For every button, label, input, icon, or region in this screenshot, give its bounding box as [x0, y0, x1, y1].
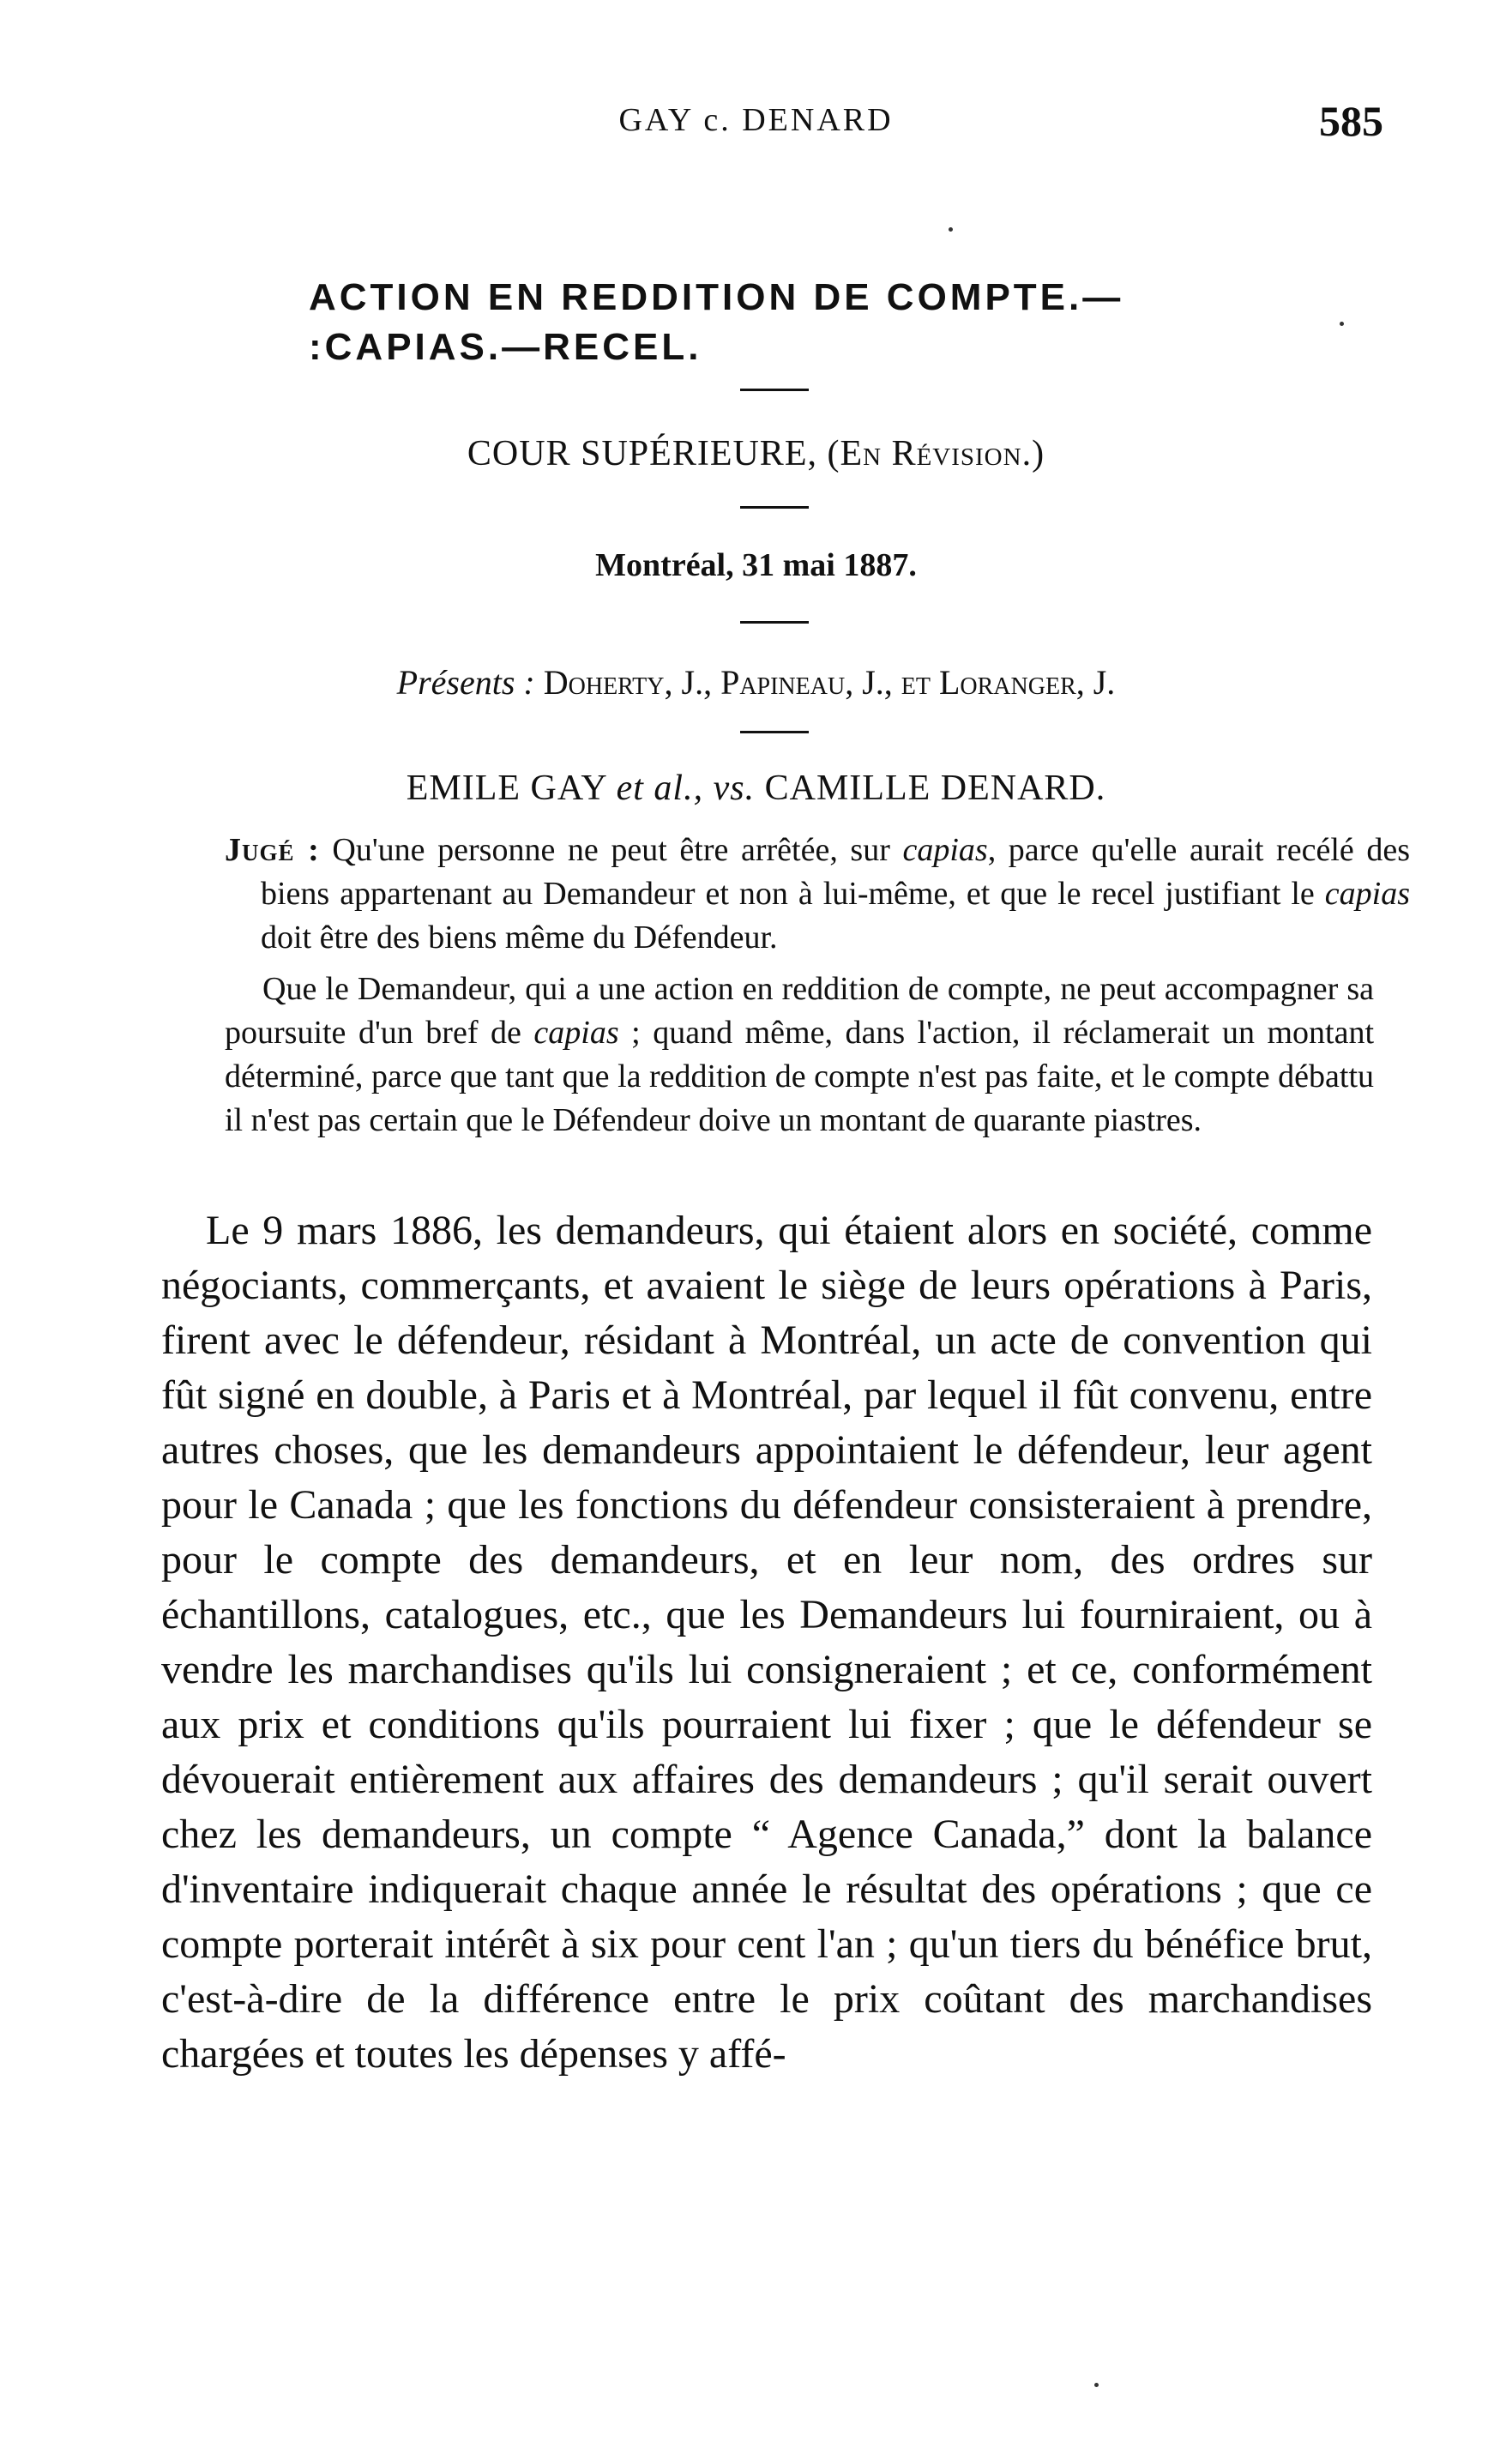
title-line-1: ACTION EN REDDITION DE COMPTE.—: [309, 276, 1124, 318]
court-session: (En Révision.): [827, 434, 1045, 473]
decision-date: Montréal, 31 mai 1887.: [595, 547, 917, 583]
page-header: [0, 97, 1512, 153]
headnote-paragraph-2: [225, 968, 1374, 1143]
judges-label: Présents :: [396, 663, 535, 702]
headnote-text: Que le Demandeur, qui a une action en reddition de compte, ne peut accompagner sa poursuite d'un bref de: [225, 971, 1374, 1051]
title-line-2: :CAPIAS.—RECEL.: [309, 326, 702, 368]
defendant: CAMILLE DENARD.: [764, 769, 1106, 808]
case-title: [309, 273, 1252, 372]
et-al: et al.,: [616, 769, 704, 808]
print-speck: [1094, 2383, 1099, 2387]
print-speck: [1340, 322, 1344, 326]
headnote-term: capias: [902, 832, 988, 868]
judges-line: [0, 662, 1512, 702]
print-speck: [949, 227, 953, 232]
separator-rule: [740, 506, 809, 509]
headnote-term: capias: [1324, 876, 1410, 912]
headnote-paragraph-1: [225, 829, 1410, 960]
parties-line: [0, 768, 1512, 809]
plaintiff: EMILE GAY: [406, 769, 607, 808]
court-line: [0, 433, 1512, 474]
judges-names: Doherty, J., Papineau, J., et Loranger, J.: [543, 663, 1116, 702]
headnote-text: doit être des biens même du Défendeur.: [261, 920, 778, 956]
headnote-text: Qu'une personne ne peut être arrêtée, sur: [319, 832, 903, 868]
headnote-text: ; quand même, dans l'action, il réclamerait un montant déterminé, parce que tant que la reddition de compte n'est pas faite, et le compte débattu il n'est pas certain que le Défendeur doive un montant de quarante piastres.: [225, 1015, 1375, 1138]
separator-rule: [740, 621, 809, 624]
running-head: GAY c. DENARD: [618, 102, 894, 138]
versus: vs.: [713, 769, 756, 808]
separator-rule: [740, 389, 809, 391]
juge-label: Jugé :: [225, 832, 320, 868]
body-paragraph: Le 9 mars 1886, les demandeurs, qui étaient alors en société, comme négociants, commerçants, et avaient le siège de leurs opérations à Paris, firent avec le défendeur, résidant à Montréal, un acte de convention qui fût signé en double, à Paris et à Montréal, par lequel il fût convenu, entre autres choses, que les demandeurs appointaient le défendeur, leur agent pour le Canada ; que les fonctions du défendeur consisteraient à prendre, pour le compte des demandeurs, et en leur nom, des ordres sur échantillons, catalogues, etc., que les Demandeurs lui fourniraient, ou à vendre les marchandises qu'ils lui consigneraient ; et ce, conformément aux prix et conditions qu'ils pourraient lui fixer ; que le défendeur se dévouerait entièrement aux affaires des demandeurs ; qu'il serait ouvert chez les demandeurs, un compte “ Agence Canada,” dont la balance d'inventaire indiquerait chaque année le résultat des opérations ; que ce compte porterait intérêt à six pour cent l'an ; qu'un tiers du bénéfice brut, c'est-à-dire de la différence entre le prix coûtant des marchandises chargées et toutes les dépenses y affé-: [161, 1208, 1372, 2077]
separator-rule: [740, 731, 809, 733]
page-number: 585: [1319, 97, 1383, 145]
headnote-text: , parce qu'elle aurait recélé des biens appartenant au Demandeur et non à lui-même, et que le recel justifiant le: [261, 832, 1410, 912]
headnote-term: capias: [533, 1015, 619, 1051]
court-name: COUR SUPÉRIEURE,: [467, 434, 817, 473]
